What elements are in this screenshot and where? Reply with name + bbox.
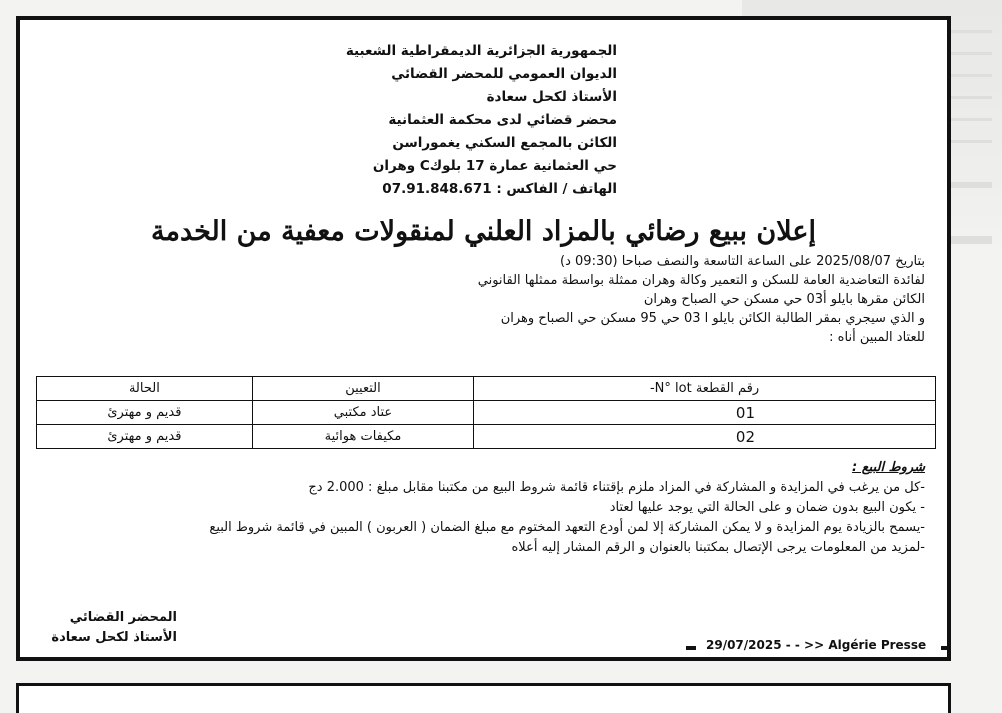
header-line-complex: الكائن بالمجمع السكني يغموراسن [392, 135, 617, 151]
col-header-state: الحالة [37, 377, 253, 401]
signature-name: الأستاذ لكحل سعادة [51, 630, 177, 645]
signature-role: المحضر القضائي [69, 610, 177, 625]
notice-title: إعلان ببيع رضائي بالمزاد العلني لمنقولات معفية من الخدمة [151, 216, 816, 247]
footer-rule-right [941, 646, 951, 650]
condition-item: -كل من يرغب في المزايدة و المشاركة في المزاد ملزم بإقتناء قائمة شروط البيع من مكتبنا مقابل مبلغ : 2.000 دج [308, 480, 925, 495]
notice-body [325, 252, 925, 347]
condition-item: - يكون البيع بدون ضمان و على الحالة التي يوجد عليها لعتاد [609, 500, 925, 515]
next-notice-border [16, 683, 951, 713]
cell-designation: مكيفات هوائية [252, 425, 473, 449]
body-line-equipment: للعتاد المبين أناه : [829, 330, 925, 345]
col-header-lot: رقم القطعة N° lot- [474, 377, 936, 401]
header-line-office: الديوان العمومي للمحضر القضائي [391, 66, 617, 82]
lots-table [36, 376, 936, 449]
header-line-republic: الجمهورية الجزائرية الديمقراطية الشعبية [345, 43, 617, 59]
auction-notice [16, 16, 951, 661]
body-line-venue: و الذي سيجري بمقر الطالبة الكائن بايلو ا 03 حي 95 مسكن حي الصباح وهران [500, 311, 925, 326]
cell-state: قديم و مهترئ [37, 425, 253, 449]
body-line-beneficiary: لفائدة التعاضدية العامة للسكن و التعمير وكالة وهران ممثلة بواسطة ممثلها القانوني [477, 273, 925, 288]
header-line-phone: الهاتف / الفاكس : 07.91.848.671 [382, 181, 617, 197]
cell-lot: 02 [474, 425, 936, 449]
table-row [37, 401, 936, 425]
notice-header [257, 40, 617, 201]
footer-press-credit: 29/07/2025 - - >> Algérie Presse [702, 638, 930, 652]
press-footer [16, 640, 951, 654]
cell-designation: عتاد مكتبي [252, 401, 473, 425]
sale-conditions [45, 458, 925, 558]
table-row [37, 425, 936, 449]
footer-rule-left [686, 646, 696, 650]
header-line-court: محضر قضائي لدى محكمة العثمانية [388, 112, 617, 128]
table-header-row [37, 377, 936, 401]
condition-item: -يسمح بالزيادة يوم المزايدة و لا يمكن المشاركة إلا لمن أودع التعهد المختوم مع مبلغ الضمان ( العربون ) المبين في قائمة شروط البيع [209, 520, 925, 535]
cell-state: قديم و مهترئ [37, 401, 253, 425]
body-line-date: بتاريخ 2025/08/07 على الساعة التاسعة والنصف صباحا (09:30 د) [560, 254, 925, 269]
body-line-hq: الكائن مقرها بايلو أ03 حي مسكن حي الصباح وهران [643, 292, 925, 307]
col-header-designation: التعيين [252, 377, 473, 401]
header-line-name: الأستاذ لكحل سعادة [486, 89, 617, 105]
conditions-heading: شروط البيع : [852, 460, 925, 475]
condition-item: -لمزيد من المعلومات يرجى الإتصال بمكتبنا بالعنوان و الرقم المشار إليه أعلاه [511, 540, 925, 555]
cell-lot: 01 [474, 401, 936, 425]
header-line-address: حي العثمانية عمارة 17 بلوكC وهران [372, 158, 617, 174]
